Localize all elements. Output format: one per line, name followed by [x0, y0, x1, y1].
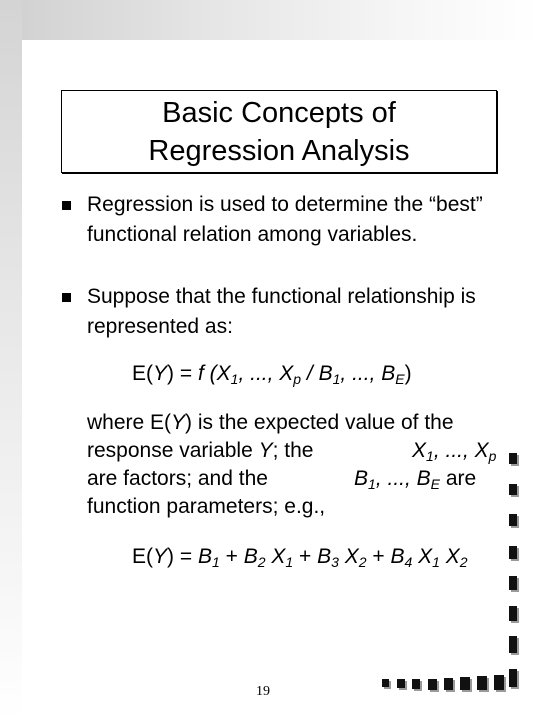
decorative-square-icon: [509, 669, 517, 687]
decorative-square-icon: [382, 679, 389, 687]
decorative-square-icon: [509, 453, 517, 464]
decorative-square-icon: [460, 677, 470, 690]
decorative-square-icon: [477, 676, 487, 690]
title-line-1: Basic Concepts of: [162, 97, 396, 129]
decorative-square-icon: [444, 678, 453, 690]
decorative-square-icon: [509, 514, 517, 526]
decorative-square-icon: [412, 679, 420, 689]
decorative-square-icon: [428, 679, 437, 690]
decorative-square-icon: [509, 546, 517, 559]
decorative-square-icon: [509, 606, 517, 621]
title-line-2: Regression Analysis: [148, 135, 410, 167]
explanation-line-3-params: $B_1$, ..., $B_E$ are: [354, 467, 477, 492]
explanation-line-2: response variable Y; the: [87, 439, 314, 462]
explanation-line-4: function parameters; e.g.,: [87, 495, 326, 518]
equation-example: $E(Y) = B_1 + B_2$ $X_1 + B_3$ $X_2 + B_4$ $X_1$ $X_2$: [132, 545, 468, 570]
decorative-square-icon: [494, 675, 504, 690]
equation-functional-form: E(Y) = f ($X_1$, ..., $X_p / B_1$, ..., $B_E$): [132, 362, 412, 387]
explanation-line-1: where E(Y) is the expected value of the: [87, 411, 454, 434]
decorative-square-icon: [509, 636, 517, 653]
decorative-square-icon: [509, 576, 517, 590]
page-number: 19: [256, 684, 270, 699]
decorative-square-icon: [509, 484, 517, 495]
explanation-line-2-factors: $X_1$, ..., $X_p$: [412, 439, 497, 464]
bullet-text-2: Suppose that the functional relationship is represented as:: [87, 285, 476, 338]
explanation-line-3: are factors; and the: [87, 467, 268, 490]
bullet-text-1: Regression is used to determine the “best” functional relation among variables.: [87, 193, 483, 246]
decorative-square-icon: [397, 679, 405, 688]
